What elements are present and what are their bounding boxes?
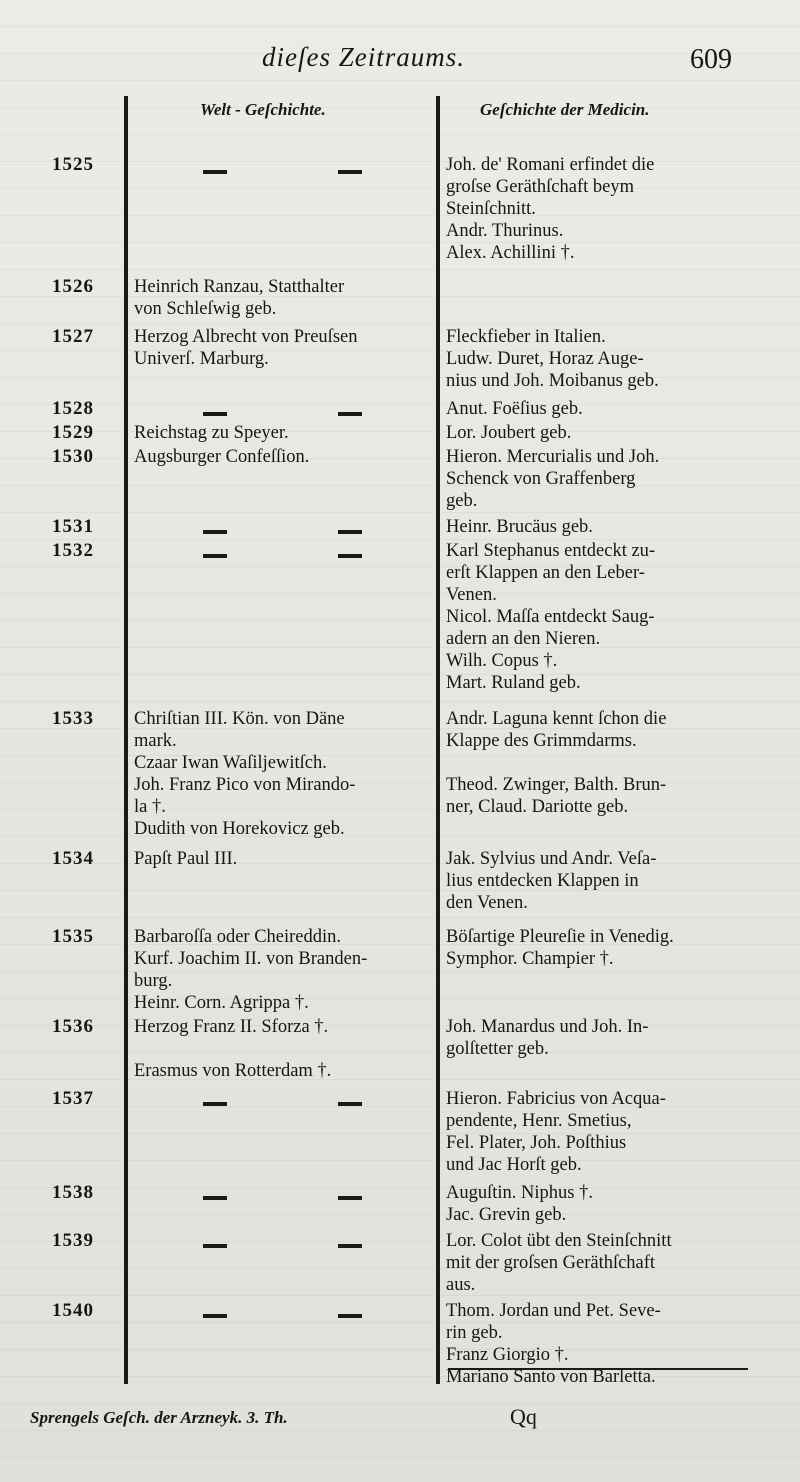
- world-history-cell: Herzog Albrecht von Preuſsen Univerſ. Marburg.: [134, 327, 358, 369]
- world-history-cell: Herzog Franz II. Sforza †. Erasmus von Rotterdam †.: [134, 1017, 332, 1081]
- medicine-cell: Jak. Sylvius und Andr. Veſa- lius entdecken Klappen in den Venen.: [446, 849, 657, 913]
- page-number: 609: [690, 44, 732, 75]
- dash-mark: [203, 1244, 227, 1248]
- dash-mark: [203, 1314, 227, 1318]
- world-history-cell: Chriſtian III. Kön. von Däne mark. Czaar Iwan Waſiljewitſch. Joh. Franz Pico von Mirando- la †. Dudith von Horekovicz geb.: [134, 709, 356, 839]
- signature-mark: Qq: [510, 1404, 537, 1429]
- medicine-cell: Thom. Jordan und Pet. Seve- rin geb. Franz Giorgio †. Mariano Santo von Barletta.: [446, 1301, 661, 1387]
- dash-mark: [338, 554, 362, 558]
- world-history-cell: Barbaroſſa oder Cheireddin. Kurf. Joachim II. von Branden- burg. Heinr. Corn. Agrippa †.: [134, 927, 368, 1013]
- world-history-cell: Augsburger Confeſſion.: [134, 447, 310, 467]
- year-cell: 1537: [52, 1088, 94, 1109]
- medicine-cell: Auguſtin. Niphus †. Jac. Grevin geb.: [446, 1183, 593, 1225]
- dash-mark: [338, 1196, 362, 1200]
- year-cell: 1534: [52, 848, 94, 869]
- medicine-cell: Lor. Joubert geb.: [446, 423, 572, 443]
- dash-mark: [203, 1102, 227, 1106]
- dash-mark: [203, 554, 227, 558]
- year-cell: 1538: [52, 1182, 94, 1203]
- medicine-cell: Lor. Colot übt den Steinſchnitt mit der groſsen Geräthſchaft aus.: [446, 1231, 672, 1295]
- year-cell: 1525: [52, 154, 94, 175]
- dash-mark: [203, 530, 227, 534]
- dash-mark: [338, 412, 362, 416]
- column-heading-world-history: Welt - Geſchichte.: [200, 100, 326, 119]
- dash-mark: [338, 1102, 362, 1106]
- year-cell: 1526: [52, 276, 94, 297]
- year-cell: 1536: [52, 1016, 94, 1037]
- dash-mark: [338, 530, 362, 534]
- world-history-cell: Heinrich Ranzau, Statthalter von Schleſwig geb.: [134, 277, 345, 319]
- medicine-cell: Karl Stephanus entdeckt zu- erſt Klappen an den Leber- Venen. Nicol. Maſſa entdeckt Saug- adern an den Nieren. Wilh. Copus †. Mart. Ruland geb.: [446, 541, 656, 693]
- medicine-cell: Hieron. Mercurialis und Joh. Schenck von Graffenberg geb.: [446, 447, 660, 511]
- world-history-cell: Papſt Paul III.: [134, 849, 238, 869]
- dash-mark: [203, 412, 227, 416]
- dash-mark: [203, 1196, 227, 1200]
- dash-mark: [338, 170, 362, 174]
- year-cell: 1531: [52, 516, 94, 537]
- signature-line: Sprengels Geſch. der Arzneyk. 3. Th.: [30, 1408, 288, 1427]
- running-title: dieſes Zeitraums.: [262, 42, 465, 72]
- medicine-cell: Joh. de' Romani erfindet die groſse Geräthſchaft beym Steinſchnitt. Andr. Thurinus. Alex. Achillini †.: [446, 155, 655, 263]
- year-cell: 1539: [52, 1230, 94, 1251]
- dash-mark: [203, 170, 227, 174]
- medicine-cell: Fleckfieber in Italien. Ludw. Duret, Horaz Auge- nius und Joh. Moibanus geb.: [446, 327, 659, 391]
- medicine-cell: Joh. Manardus und Joh. In- golſtetter geb.: [446, 1017, 649, 1059]
- world-history-cell: Reichstag zu Speyer.: [134, 423, 289, 443]
- year-cell: 1540: [52, 1300, 94, 1321]
- year-cell: 1527: [52, 326, 94, 347]
- column-heading-medicine-history: Geſchichte der Medicin.: [480, 100, 650, 119]
- year-cell: 1535: [52, 926, 94, 947]
- medicine-cell: Böſartige Pleureſie in Venedig. Symphor. Champier †.: [446, 927, 674, 969]
- year-cell: 1533: [52, 708, 94, 729]
- year-cell: 1532: [52, 540, 94, 561]
- medicine-cell: Heinr. Brucäus geb.: [446, 517, 593, 537]
- year-cell: 1530: [52, 446, 94, 467]
- dash-mark: [338, 1314, 362, 1318]
- dash-mark: [338, 1244, 362, 1248]
- medicine-cell: Hieron. Fabricius von Acqua- pendente, Henr. Smetius, Fel. Plater, Joh. Poſthius und Jac Horſt geb.: [446, 1089, 666, 1175]
- medicine-cell: Anut. Foëſius geb.: [446, 399, 583, 419]
- medicine-cell: Andr. Laguna kennt ſchon die Klappe des Grimmdarms. Theod. Zwinger, Balth. Brun- ner, Claud. Dariotte geb.: [446, 709, 667, 817]
- year-cell: 1529: [52, 422, 94, 443]
- year-cell: 1528: [52, 398, 94, 419]
